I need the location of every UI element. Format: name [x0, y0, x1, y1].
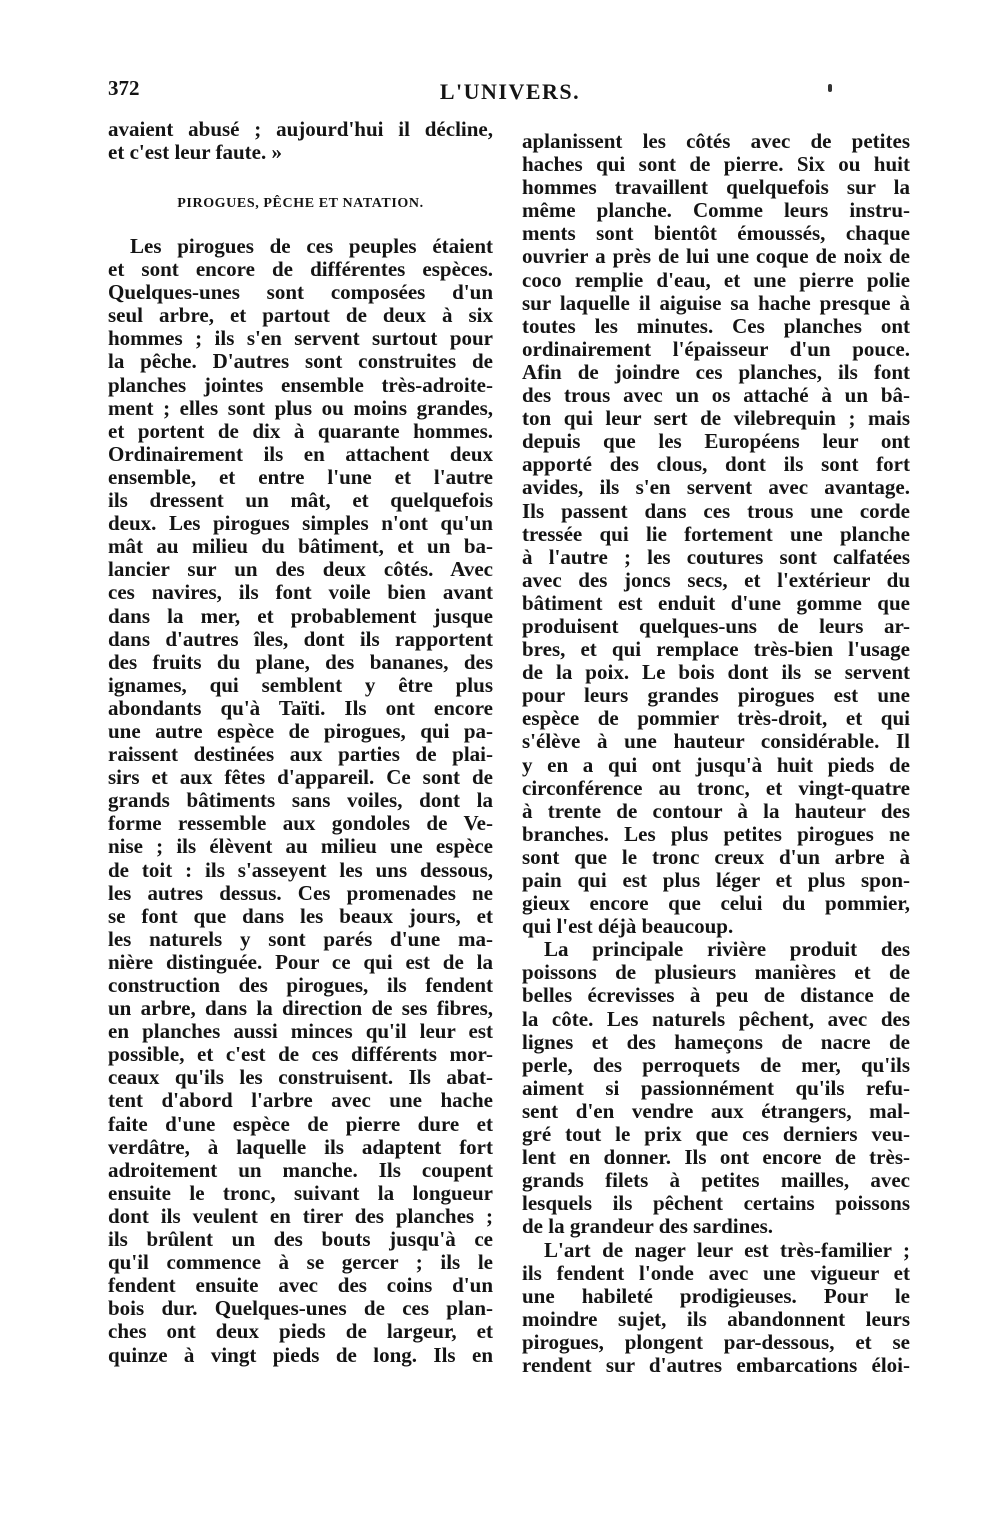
text-line: de la poix. Le bois dont ils se servent	[522, 660, 910, 685]
text-line: fendent ensuite avec des coins d'un	[108, 1273, 493, 1298]
text-line: Ils passent dans ces trous une corde	[522, 498, 910, 523]
text-line: coco remplie d'eau, et une pierre polie	[522, 267, 910, 292]
text-line: pour leurs grandes pirogues est une	[522, 683, 910, 708]
text-line: gré tout le prix que ces derniers veu-	[522, 1122, 910, 1147]
text-line: abondants qu'à Taïti. Ils ont encore	[108, 695, 493, 720]
text-line: dans d'autres îles, dont ils rapportent	[108, 626, 493, 651]
text-line: hommes ; ils s'en servent surtout pour	[108, 326, 493, 351]
text-line: la pêche. D'autres sont construites de	[108, 349, 493, 374]
text-line: adroitement un manche. Ils coupent	[108, 1157, 493, 1182]
text-line: avec des joncs secs, et l'extérieur du	[522, 567, 910, 592]
text-line: ensemble, et entre l'une et l'autre	[108, 464, 493, 489]
text-line: y en a qui ont jusqu'à huit pieds de	[522, 752, 910, 777]
left-column-intro	[108, 118, 493, 164]
text-line: ment ; elles sont plus ou moins grandes,	[108, 395, 493, 420]
text-line: grands filets à petites mailles, avec	[522, 1168, 910, 1193]
text-line: avaient abusé ; aujourd'hui il décline,	[108, 117, 493, 141]
text-line: toutes les minutes. Ces planches ont	[522, 313, 910, 338]
text-line: et c'est leur faute. »	[108, 140, 282, 165]
text-line: lesquels ils pêchent certains poissons	[522, 1191, 910, 1216]
text-line: produisent quelques-uns de leurs ar-	[522, 613, 910, 638]
text-line: bres, et qui remplace très-bien l'usage	[522, 637, 910, 662]
text-line: à trente de contour à la hauteur des	[522, 798, 910, 823]
text-line: tressée qui lie fortement une planche	[522, 521, 910, 546]
text-line: apporté des clous, dont ils sont fort	[522, 452, 910, 477]
text-line: ordinairement l'épaisseur d'un pouce.	[522, 336, 910, 361]
text-line: avides, ils s'en servent avec avantage.	[522, 475, 910, 500]
text-line: une autre espèce de pirogues, qui pa-	[108, 718, 493, 743]
text-line: possible, et c'est de ces différents mor-	[108, 1042, 493, 1067]
text-line: ceaux qu'ils les construisent. Ils abat-	[108, 1065, 493, 1090]
text-line: ils dressent un mât, et quelquefois	[108, 488, 493, 513]
text-line: qu'il commence à se gercer ; ils le	[108, 1250, 493, 1275]
text-line: La principale rivière produit des	[544, 937, 910, 962]
text-line: sent d'en vendre aux étrangers, mal-	[522, 1098, 910, 1123]
text-line: les autres dessus. Ces promenades ne	[108, 880, 493, 905]
text-line: branches. Les plus petites pirogues ne	[522, 821, 910, 846]
text-line: sirs et aux fêtes d'appareil. Ce sont de	[108, 765, 493, 790]
text-line: grands bâtiments sans voiles, dont la	[108, 788, 493, 813]
text-line: un arbre, dans la direction de ses fibres,	[108, 996, 493, 1021]
text-line: Ordinairement ils en attachent deux	[108, 441, 493, 466]
section-heading: PIROGUES, PÊCHE ET NATATION.	[177, 196, 424, 211]
text-line: mât au milieu du bâtiment, et un ba-	[108, 534, 493, 559]
text-line: Afin de joindre ces planches, ils font	[522, 359, 910, 384]
text-line: ils brûlent un des bouts jusqu'à ce	[108, 1227, 493, 1252]
text-line: quinze à vingt pieds de long. Ils en	[108, 1342, 493, 1367]
text-line: de toit : ils s'asseyent les uns dessous,	[108, 857, 493, 882]
running-title: L'UNIVERS.	[439, 79, 581, 104]
text-line: dans la mer, et probablement jusque	[108, 603, 493, 628]
text-line: faite d'une espèce de pierre dure et	[108, 1111, 493, 1136]
paragraph	[522, 130, 910, 938]
text-line: une habileté prodigieuses. Pour le	[522, 1283, 910, 1308]
text-line: planches jointes ensemble très-adroite-	[108, 372, 493, 397]
text-line: haches qui sont de pierre. Six ou huit	[522, 152, 910, 177]
text-line: ton qui leur sert de vilebrequin ; mais	[522, 406, 910, 431]
text-line: forme ressemble aux gondoles de Ve-	[108, 811, 493, 836]
text-line: des trous avec un os attaché à un bâ-	[522, 383, 910, 408]
left-column-paragraph	[108, 235, 493, 1367]
text-line: même planche. Comme leurs instru-	[522, 198, 910, 223]
text-line: de la grandeur des sardines.	[522, 1214, 774, 1239]
text-line: pirogues, plongent par-dessous, et se	[522, 1329, 910, 1354]
text-line: aplanissent les côtés avec de petites	[522, 129, 910, 153]
text-line: seul arbre, et partout de deux à six	[108, 303, 493, 328]
text-line: bois dur. Quelques-unes de ces plan-	[108, 1296, 493, 1321]
text-line: lent en donner. Ils ont encore de très-	[522, 1145, 910, 1170]
text-line: raissent destinées aux parties de plai-	[108, 742, 493, 767]
text-line: L'art de nager leur est très-familier ;	[544, 1237, 910, 1262]
text-line: moindre sujet, ils abandonnent leurs	[522, 1306, 910, 1331]
text-line: sont que le tronc creux d'un arbre à	[522, 844, 910, 869]
text-line: pain qui est plus léger et plus spon-	[522, 868, 910, 892]
text-line: qui l'est déjà beaucoup.	[522, 914, 734, 939]
text-line: les naturels y sont parés d'une ma-	[108, 926, 493, 951]
text-line: nière distinguée. Pour ce qui est de la	[108, 949, 493, 974]
text-line: lignes et des hameçons de nacre de	[522, 1029, 910, 1054]
text-line: depuis que les Européens leur ont	[522, 429, 910, 454]
text-line: en planches aussi minces qu'il leur est	[108, 1019, 493, 1044]
text-line: ouvrier a près de lui une coque de noix de	[522, 244, 910, 269]
paragraph	[522, 938, 910, 1238]
text-line: à l'autre ; les coutures sont calfatées	[522, 544, 910, 569]
right-column	[522, 130, 910, 1377]
text-line: verdâtre, à laquelle ils adaptent fort	[108, 1134, 493, 1159]
text-line: Quelques-unes sont composées d'un	[108, 280, 493, 305]
text-line: des fruits du plane, des bananes, des	[108, 649, 493, 674]
text-line: espèce de pommier très-droit, et qui	[522, 706, 910, 731]
paragraph	[522, 1239, 910, 1378]
text-line: perle, des perroquets de mer, qu'ils	[522, 1052, 910, 1077]
text-line: lancier sur un des deux côtés. Avec	[108, 557, 493, 582]
text-line: construction des pirogues, ils fendent	[108, 973, 493, 997]
text-line: ces navires, ils font voile bien avant	[108, 580, 493, 605]
text-line: bâtiment est enduit d'une gomme que	[522, 590, 910, 615]
text-line: s'élève à une hauteur considérable. Il	[522, 729, 910, 754]
text-line: deux. Les pirogues simples n'ont qu'un	[108, 511, 493, 536]
text-line: tent d'abord l'arbre avec une hache	[108, 1088, 493, 1113]
text-line: belles écrevisses à peu de distance de	[522, 983, 910, 1008]
text-line: hommes travaillent quelquefois sur la	[522, 175, 910, 200]
text-line: ensuite le tronc, suivant la longueur	[108, 1180, 493, 1205]
print-mark	[828, 84, 832, 92]
text-line: rendent sur d'autres embarcations éloi-	[522, 1352, 910, 1377]
text-line: aiment si passionnément qu'ils refu-	[522, 1075, 910, 1100]
page-number: 372	[108, 76, 140, 100]
text-line: ignames, qui semblent y être plus	[108, 672, 493, 697]
text-line: se font que dans les beaux jours, et	[108, 903, 493, 928]
text-line: et sont encore de différentes espèces.	[108, 257, 493, 282]
text-line: poissons de plusieurs manières et de	[522, 960, 910, 985]
text-line: ils fendent l'onde avec une vigueur et	[522, 1260, 910, 1285]
text-line: gieux encore que celui du pommier,	[522, 891, 910, 916]
text-line: ches ont deux pieds de largeur, et	[108, 1319, 493, 1344]
text-line: la côte. Les naturels pêchent, avec des	[522, 1006, 910, 1031]
text-line: ments sont bientôt émoussés, chaque	[522, 221, 910, 246]
text-line: Les pirogues de ces peuples étaient	[130, 234, 493, 258]
text-line: sur laquelle il aiguise sa hache presque à	[522, 290, 910, 315]
text-line: nise ; ils élèvent au milieu une espèce	[108, 834, 493, 859]
text-line: et portent de dix à quarante hommes.	[108, 418, 493, 443]
text-line: dont ils veulent en tirer des planches ;	[108, 1203, 493, 1228]
text-line: circonférence au tronc, et vingt-quatre	[522, 775, 910, 800]
